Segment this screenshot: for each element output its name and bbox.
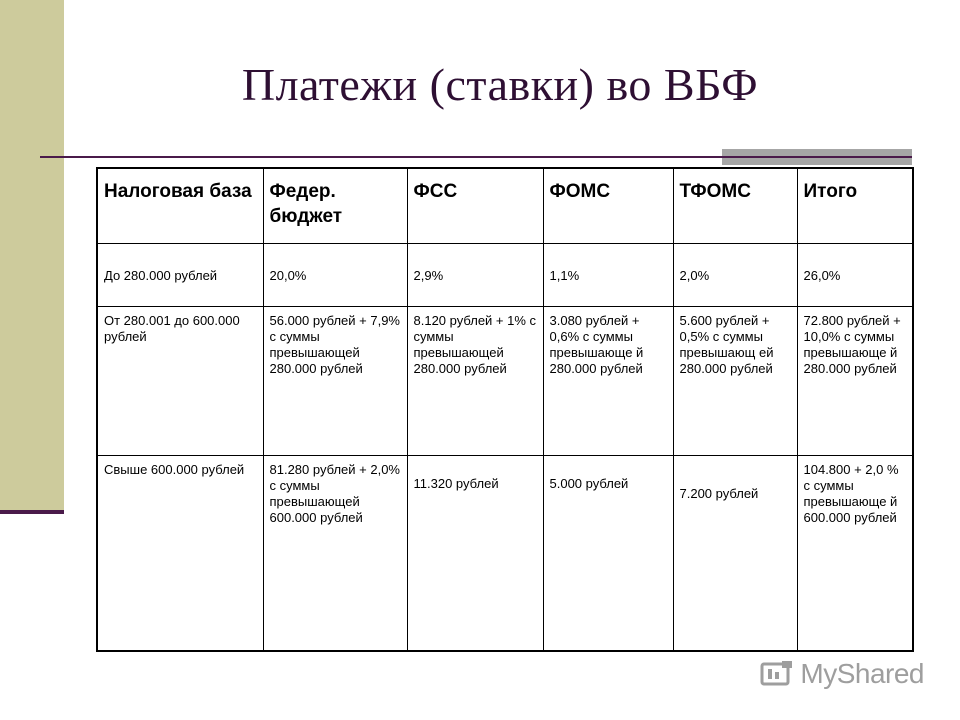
- table-row: [97, 307, 913, 456]
- rates-table: [96, 167, 914, 652]
- cell-tax-base: До 280.000 рублей: [97, 244, 263, 307]
- cell-foms: 1,1%: [543, 244, 673, 307]
- cell-fss: 11.320 рублей: [407, 456, 543, 652]
- cell-fss: 8.120 рублей + 1% с суммы превышающей 280.000 рублей: [407, 307, 543, 456]
- cell-total: 104.800 + 2,0 % с суммы превышающе й 600.000 рублей: [797, 456, 913, 652]
- cell-total: 72.800 рублей + 10,0% с суммы превышающе й 280.000 рублей: [797, 307, 913, 456]
- table-row: [97, 244, 913, 307]
- cell-tax-base: От 280.001 до 600.000 рублей: [97, 307, 263, 456]
- cell-foms: 3.080 рублей + 0,6% с суммы превышающе й 280.000 рублей: [543, 307, 673, 456]
- cell-federal-budget: 20,0%: [263, 244, 407, 307]
- watermark: [760, 658, 924, 690]
- cell-tfoms: 5.600 рублей + 0,5% с суммы превышающ ей 280.000 рублей: [673, 307, 797, 456]
- cell-foms: 5.000 рублей: [543, 456, 673, 652]
- header-total: Итого: [797, 168, 913, 244]
- table-header-row: [97, 168, 913, 244]
- slide-title: Платежи (ставки) во ВБФ: [241, 59, 759, 110]
- header-tax-base: Налоговая база: [97, 168, 263, 244]
- watermark-text: MyShared: [800, 658, 924, 689]
- cell-tax-base: Свыше 600.000 рублей: [97, 456, 263, 652]
- header-tfoms: ТФОМС: [673, 168, 797, 244]
- header-federal-budget: Федер. бюджет: [263, 168, 407, 244]
- header-foms: ФОМС: [543, 168, 673, 244]
- left-accent-bar: [0, 0, 64, 512]
- cell-federal-budget: 56.000 рублей + 7,9% с суммы превышающей 280.000 рублей: [263, 307, 407, 456]
- cell-fss: 2,9%: [407, 244, 543, 307]
- title-underline: [40, 156, 912, 158]
- header-fss: ФСС: [407, 168, 543, 244]
- left-accent-bar-cap: [0, 510, 64, 514]
- cell-total: 26,0%: [797, 244, 913, 307]
- cell-tfoms: 7.200 рублей: [673, 456, 797, 652]
- cell-tfoms: 2,0%: [673, 244, 797, 307]
- table-row: [97, 456, 913, 652]
- cell-federal-budget: 81.280 рублей + 2,0% с суммы превышающей 600.000 рублей: [263, 456, 407, 652]
- myshared-logo-icon: [760, 659, 794, 689]
